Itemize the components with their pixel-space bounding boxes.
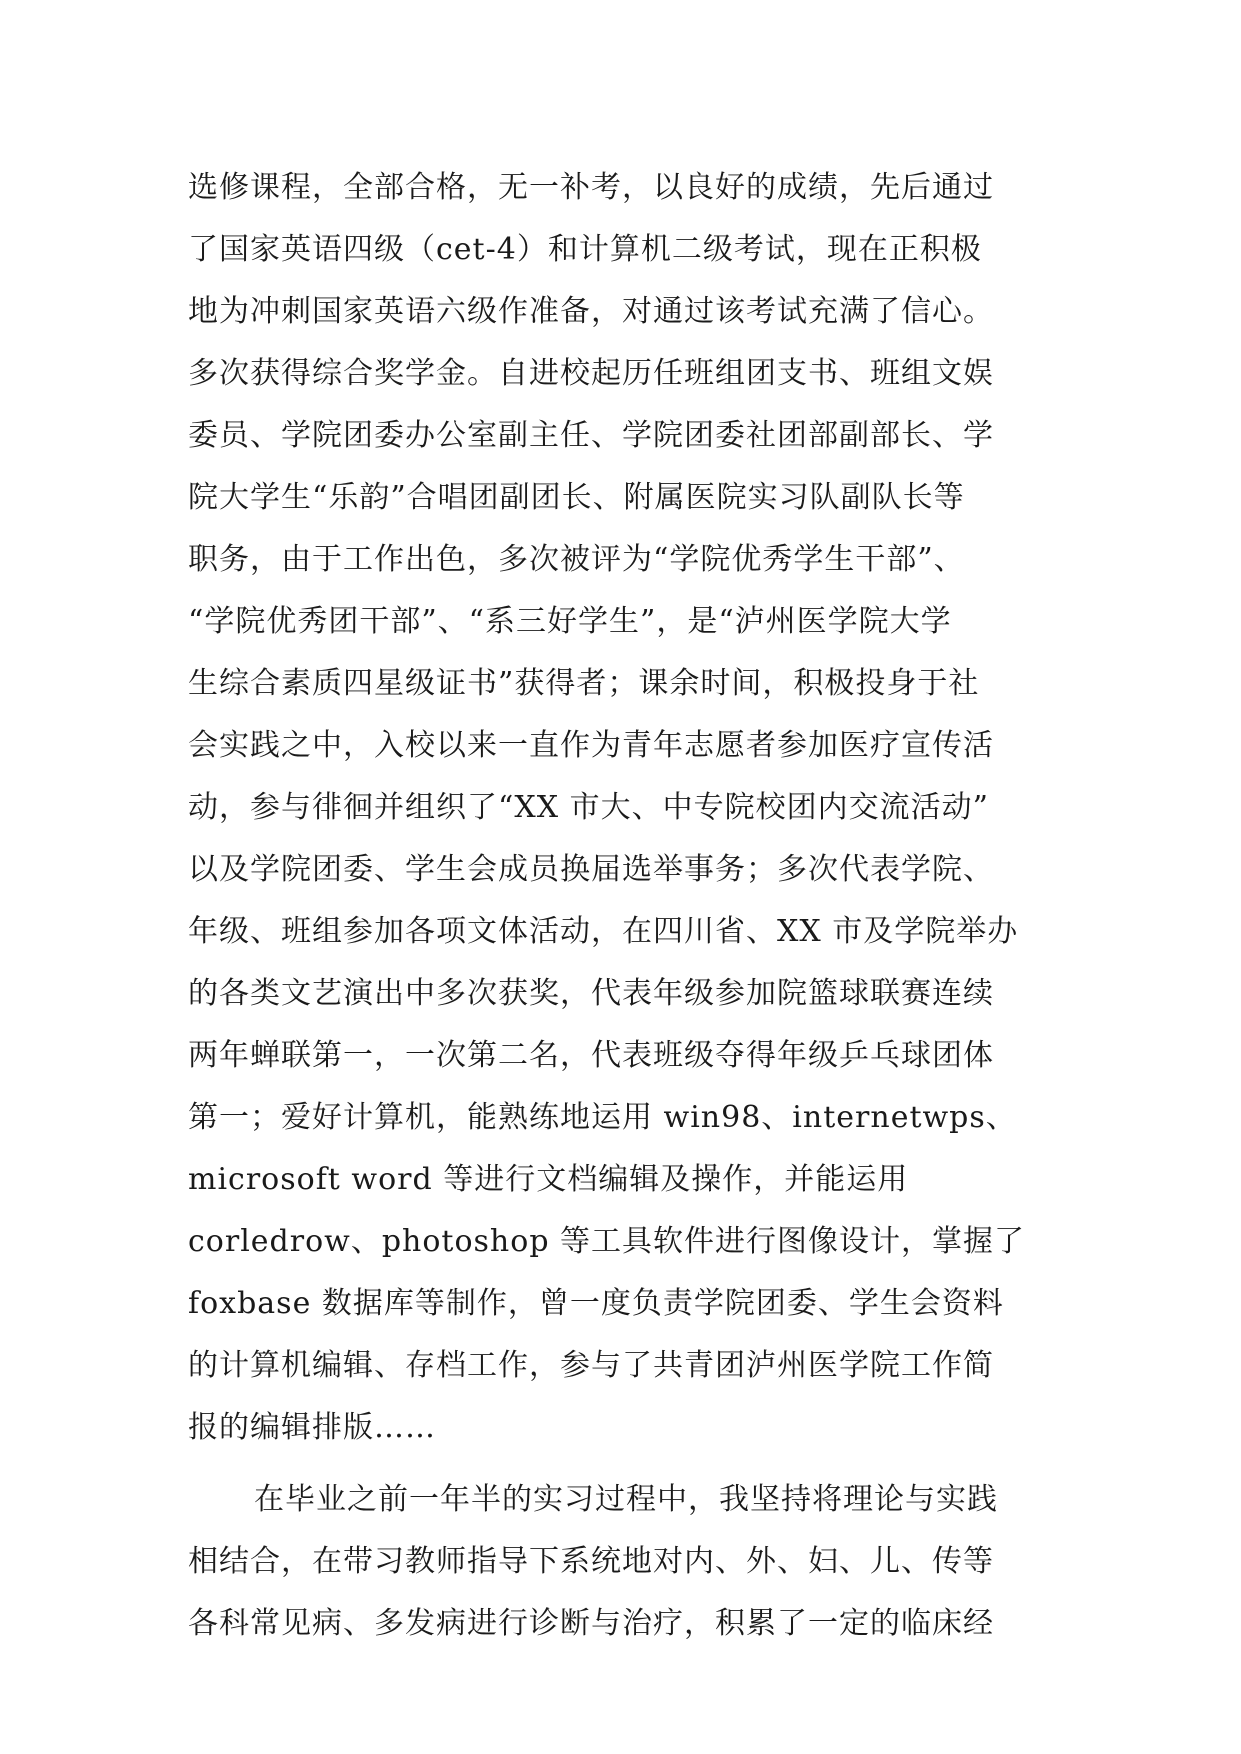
text-line: 地为冲刺国家英语六级作准备，对通过该考试充满了信心。 [188,294,994,329]
paragraph-spacer [188,1459,1058,1469]
text-line: 第一；爱好计算机，能熟练地运用 win98、internetwps、 [188,1100,1017,1135]
text-line: 选修课程，全部合格，无一补考，以良好的成绩，先后通过 [188,170,994,205]
text-line: 以及学院团委、学生会成员换届选举事务；多次代表学院、 [188,852,994,887]
text-line: 的计算机编辑、存档工作，参与了共青团泸州医学院工作简 [188,1348,994,1383]
text-line: 动，参与徘徊并组织了“XX 市大、中专院校团内交流活动” [188,790,989,825]
text-line: 多次获得综合奖学金。自进校起历任班组团支书、班组文娱 [188,356,994,391]
text-line: corledrow、photoshop 等工具软件进行图像设计，掌握了 [188,1224,1026,1259]
text-line: 两年蝉联第一，一次第二名，代表班级夺得年级乒乓球团体 [188,1038,994,1073]
text-line: 各科常见病、多发病进行诊断与治疗，积累了一定的临床经 [188,1606,994,1641]
paragraph-2 [188,1469,1058,1655]
text-line: 年级、班组参加各项文体活动，在四川省、XX 市及学院举办 [188,914,1019,949]
text-line: 会实践之中，入校以来一直作为青年志愿者参加医疗宣传活 [188,728,994,763]
text-line: “学院优秀团干部”、“系三好学生”，是“泸州医学院大学 [188,604,952,639]
text-line: microsoft word 等进行文档编辑及操作，并能运用 [188,1162,909,1197]
text-line: 的各类文艺演出中多次获奖，代表年级参加院篮球联赛连续 [188,976,994,1011]
text-line: 报的编辑排版…… [188,1410,436,1445]
text-line: 院大学生“乐韵”合唱团副团长、附属医院实习队副队长等 [188,480,965,515]
text-line: 了国家英语四级（cet-4）和计算机二级考试，现在正积极 [188,232,982,267]
text-line: 职务，由于工作出色，多次被评为“学院优秀学生干部”、 [188,542,965,577]
text-line-indented: 在毕业之前一年半的实习过程中，我坚持将理论与实践 [254,1482,998,1517]
text-line: 相结合，在带习教师指导下系统地对内、外、妇、儿、传等 [188,1544,994,1579]
text-line: foxbase 数据库等制作，曾一度负责学院团委、学生会资料 [188,1286,1004,1321]
text-line: 委员、学院团委办公室副主任、学院团委社团部副部长、学 [188,418,994,453]
document-body [188,157,1058,1655]
text-line: 生综合素质四星级证书”获得者；课余时间，积极投身于社 [188,666,980,701]
paragraph-1 [188,157,1058,1459]
